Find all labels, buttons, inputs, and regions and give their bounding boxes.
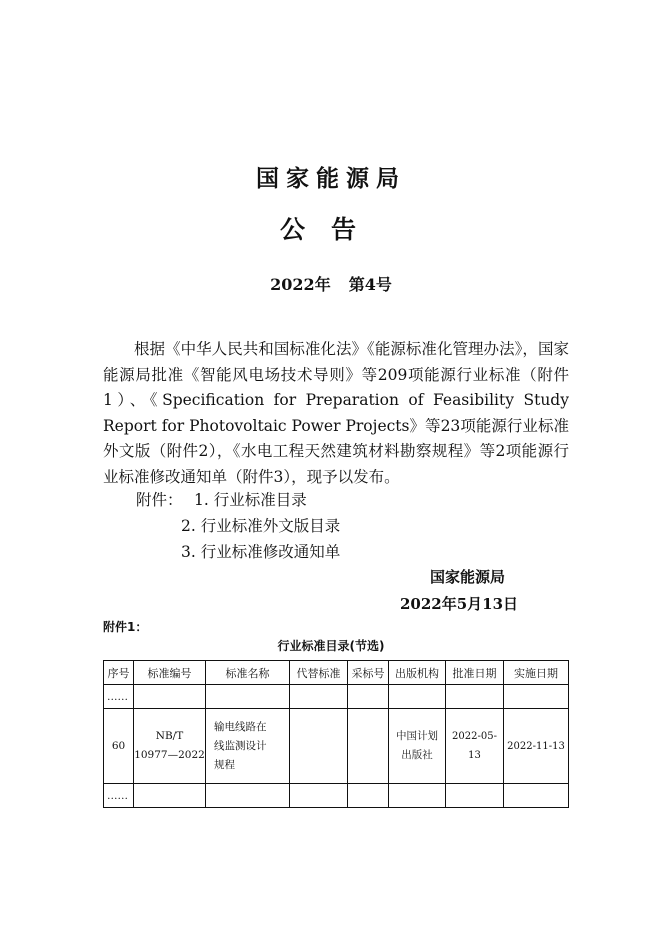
table-row-ellipsis <box>104 685 569 709</box>
col-header: 批准日期 <box>446 661 504 685</box>
col-header: 标准编号 <box>134 661 206 685</box>
cell-name <box>206 709 290 784</box>
cell-name-line: 输电线路在 <box>214 720 267 733</box>
signature-date: 2022年5月13日 <box>400 595 519 613</box>
signature-org: 国家能源局 <box>430 568 506 586</box>
table-row <box>104 709 569 784</box>
col-header: 代替标准 <box>290 661 348 685</box>
cell-code-line: NB/T <box>155 730 184 742</box>
cell-name-line: 规程 <box>214 758 235 771</box>
appendix-label: 附件1： <box>103 620 148 634</box>
attachment-item-3: 3. 行业标准修改通知单 <box>181 543 341 561</box>
cell-no: 60 <box>104 709 134 784</box>
issue-number <box>0 272 662 295</box>
cell-publisher-line: 出版社 <box>401 749 433 761</box>
issue-year: 2022年 <box>270 275 331 294</box>
document-type-title: 公告 <box>279 215 382 244</box>
col-header: 出版机构 <box>389 661 446 685</box>
table-title: 行业标准目录(节选) <box>277 639 385 653</box>
cell-approved: 2022-05-13 <box>446 709 504 784</box>
ellipsis-cell: …… <box>104 685 134 709</box>
attachment-item-1: 1. 行业标准目录 <box>194 491 307 509</box>
col-header: 实施日期 <box>504 661 569 685</box>
cell-name-line: 线监测设计 <box>214 739 267 752</box>
announcement-body <box>103 337 569 490</box>
cell-effective: 2022-11-13 <box>504 709 569 784</box>
issue-no: 第4号 <box>348 275 392 294</box>
ellipsis-cell: …… <box>104 784 134 808</box>
cell-code <box>134 709 206 784</box>
cell-code-line: 10977—2022 <box>134 749 205 761</box>
cell-replaces <box>290 709 348 784</box>
standards-table <box>103 660 569 808</box>
col-header: 序号 <box>104 661 134 685</box>
cell-adopted <box>348 709 389 784</box>
cell-publisher <box>389 709 446 784</box>
col-header: 标准名称 <box>206 661 290 685</box>
cell-publisher-line: 中国计划 <box>396 730 438 742</box>
attachment-item-2: 2. 行业标准外文版目录 <box>181 517 341 535</box>
table-row-ellipsis <box>104 784 569 808</box>
body-paragraph: 根据《中华人民共和国标准化法》《能源标准化管理办法》，国家能源局批准《智能风电场技术导则》等209项能源行业标准（附件1）、《Specification for Preparation of Feasibility Study Report for Photovoltaic Power Projects》等23项能源行业标准外文版（附件2），《水电工程天然建筑材料勘察规程》等2项能源行业标准修改通知单（附件3），现予以发布。 <box>103 340 569 486</box>
agency-title: 国家能源局 <box>256 166 406 192</box>
col-header: 采标号 <box>348 661 389 685</box>
table-header-row <box>104 661 569 685</box>
attachments-label: 附件： <box>136 491 183 509</box>
